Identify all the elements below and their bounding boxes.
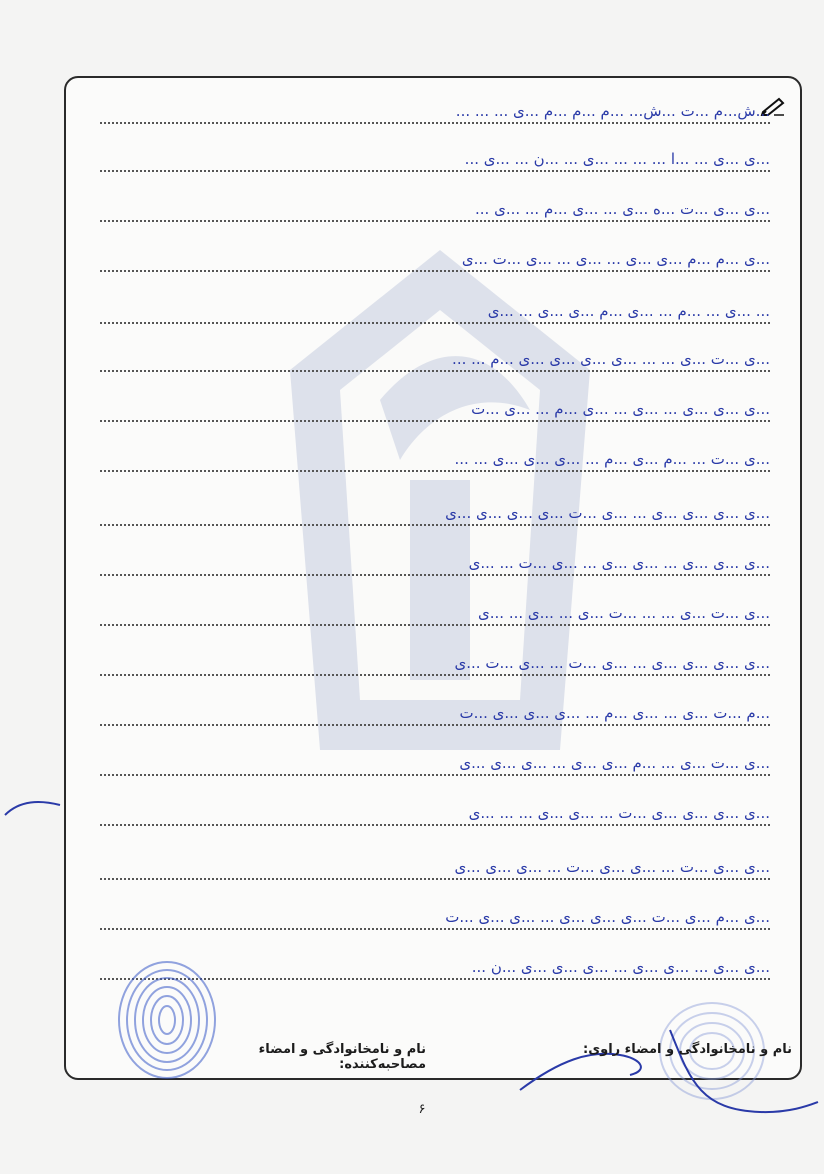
handwritten-text: ...ی ...ی ... ...ی ...ی ... ...ی ...ی ...ی ...ن ... xyxy=(471,958,770,976)
handwritten-text: ...ی ...ی ...ی ...ی ... ...ی ...ت ... ...ی ...ت ...ی xyxy=(454,654,770,672)
handwritten-line xyxy=(100,196,770,222)
handwritten-line xyxy=(100,600,770,626)
handwritten-text: ...ی ...ت ...ی ... ... ...ت ...ی ... ...ی ... ...ی xyxy=(478,604,770,622)
handwritten-line xyxy=(100,246,770,272)
handwritten-text: ...ی ...ت ...ی ... ...م ...ی ...ی ... ...ی ...ی ...ی xyxy=(459,754,770,772)
handwritten-text: ...ی ...ت ... ...م ...ی ...م ... ...ی ...ی ...ی ... ... xyxy=(454,450,770,468)
handwritten-text: ...م ...ت ...ی ... ...ی ...م ... ...ی ...ی ...ی ...ت xyxy=(459,704,770,722)
handwritten-text: ...ی ...ی ...ی ... ...ی ... ...ی ...م ... ...ی ...ت xyxy=(471,400,770,418)
signature-scribble xyxy=(500,1020,820,1120)
narrator-signature-label: نام و نامخانوادگی و امضاء راوی: xyxy=(583,1042,792,1057)
handwritten-text: ...ی ...ی ...ی ...ی ...ت ... ...ی ...ی ... ... ...ی xyxy=(468,804,770,822)
handwritten-text: ...ش...م ...ت ...ش... ...م ...م ...م ...ی ... ... ... xyxy=(455,102,770,120)
interviewer-signature-label: نام و نامخانوادگی و امضاء مصاحبه‌کننده: xyxy=(258,1042,426,1072)
handwritten-line xyxy=(100,98,770,124)
handwritten-line xyxy=(100,500,770,526)
handwritten-line xyxy=(100,146,770,172)
margin-scribble xyxy=(0,780,70,840)
handwritten-line xyxy=(100,396,770,422)
handwritten-line xyxy=(100,346,770,372)
handwritten-text: ...ی ...ی ...ی ... ...ی ...ی ... ...ی ...ت ... ...ی xyxy=(468,554,770,572)
handwritten-text: ...ی ...ی ...ی ...ی ... ...ی ...ت ...ی ...ی ...ی ...ی xyxy=(445,504,770,522)
handwritten-text: ...ی ...م ...ی ...ت ...ی ...ی ...ی ... ...ی ...ی ...ت xyxy=(445,908,770,926)
handwritten-line xyxy=(100,854,770,880)
handwritten-line xyxy=(100,700,770,726)
handwritten-line xyxy=(100,298,770,324)
page-number: ۶ xyxy=(418,1102,426,1117)
handwritten-text: ...ی ...ی ... ...ا ... ... ... ...ی ... ...ن ... ...ی ... xyxy=(464,150,770,168)
handwritten-line xyxy=(100,446,770,472)
handwritten-line xyxy=(100,800,770,826)
handwritten-text: ...ی ...ی ...ت ... ...ی ...ی ...ت ... ...ی ...ی ...ی xyxy=(454,858,770,876)
handwritten-line xyxy=(100,650,770,676)
handwritten-text: ...ی ...ی ...ت ...ه ...ی ... ...ی ...م ... ...ی ... xyxy=(475,200,770,218)
handwritten-line xyxy=(100,904,770,930)
handwritten-text: ... ...ی ... ...م ... ...ی ...م ...ی ...ی ... ...ی xyxy=(487,302,770,320)
handwritten-text: ...ی ...م ...م ...ی ...ی ... ...ی ... ...ی ...ت ...ی xyxy=(461,250,770,268)
handwritten-line xyxy=(100,550,770,576)
handwritten-line xyxy=(100,750,770,776)
handwritten-text: ...ی ...ت ...ی ... ... ...ی ...ی ...ی ...ی ...م ... ... xyxy=(452,350,770,368)
